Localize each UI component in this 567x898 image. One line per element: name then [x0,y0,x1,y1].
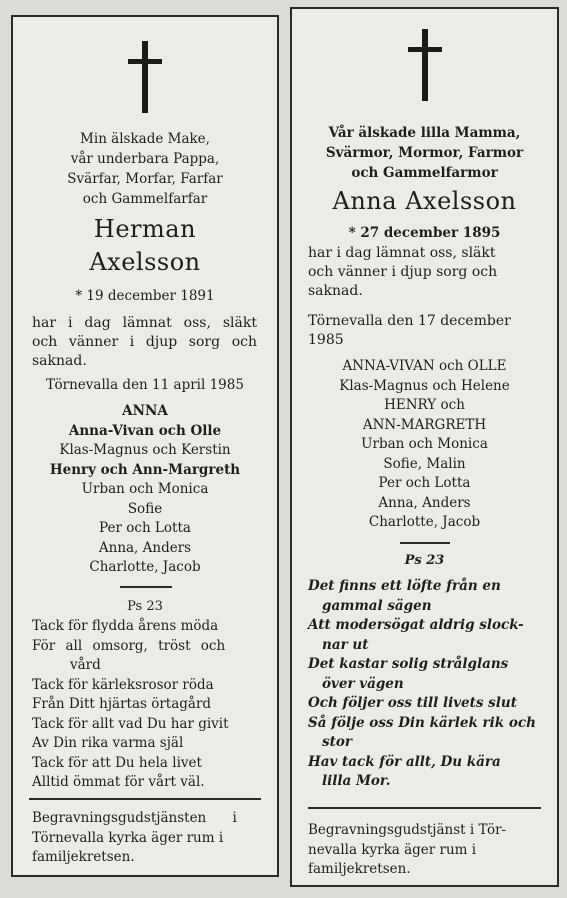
mourner: Anna, Anders [378,494,471,511]
poem-line: Alltid ömmat för vårt väl. [32,774,205,790]
mourner: Sofie, Malin [383,455,466,472]
poem-line: lilla Mor. [322,773,391,789]
poem-line: Tack för flydda årens möda [32,618,219,634]
mourner: Anna, Anders [98,539,192,556]
footer-line: nevalla kyrka äger rum i [308,841,477,858]
place-date: Törnevalla den 11 april 1985 [46,377,244,393]
poem-line: Tack för allt vad Du har givit [32,715,229,732]
psalm-title: Ps 23 [404,553,445,568]
poem-line: Det finns ett löfte från en [308,578,501,594]
poem-line: Så följe oss Din kärlek rik och [308,714,536,731]
place-date [308,312,539,350]
message-line: och vänner i djup sorg och [308,264,498,280]
poem-line: Av Din rika varma själ [32,735,184,751]
message-line: har i dag lämnat oss, släkt [32,315,257,331]
intro-line: Svärmor, Mormor, Farmor [325,145,524,161]
intro-text [13,129,277,209]
poem-line: vård [70,657,101,673]
intro-line: Min älskade Make, [80,131,210,147]
message-line: saknad. [32,353,87,369]
mourner: Anna-Vivan och Olle [68,422,222,439]
name-first: Herman [93,215,197,243]
place-date-line: Törnevalla den 17 december [308,313,511,329]
poem-line: För all omsorg, tröst och [32,637,226,654]
mourner: ANNA [122,403,168,419]
announcement-text [32,314,257,371]
mourner: Klas-Magnus och Helene [339,377,510,394]
mourner: ANNA-VIVAN och OLLE [342,358,507,374]
mourners-list [13,402,277,578]
mourner: Henry och Ann-Margreth [49,461,241,478]
poem [308,577,543,792]
divider [29,798,261,800]
birth-date: * 27 december 1895 [348,225,501,241]
message-line: och vänner i djup sorg och [32,334,257,350]
cross-icon [408,29,442,101]
obituary-notice-anna [290,7,559,887]
message-line: har i dag lämnat oss, släkt [308,245,496,261]
footer-line: familjekretsen. [308,861,411,877]
mourner: Per och Lotta [99,520,191,536]
footer-line: Begravningsgudstjänsten i [32,810,237,826]
funeral-info [308,821,543,880]
mourners-list [292,357,557,533]
divider [120,586,172,588]
poem-line: Hav tack för allt, Du kära [308,753,501,770]
divider [400,542,450,544]
poem-line: över vägen [322,675,404,692]
obituary-notice-herman [11,15,279,877]
mourner: Sofie [127,500,163,517]
poem-line: Tack för att Du hela livet [32,754,202,771]
poem [32,617,261,793]
cross-icon [128,41,162,113]
deceased-name: Anna Axelsson [332,187,517,215]
poem-line: Att modersögat aldrig slock- [308,617,524,633]
message-line: saknad. [308,283,363,299]
footer-line: familjekretsen. [32,849,135,865]
mourner: Charlotte, Jacob [368,514,481,530]
mourner: HENRY och [384,397,465,413]
mourner: ANN-MARGRETH [362,416,487,433]
footer-line: Törnevalla kyrka äger rum i [32,829,224,846]
mourner: Urban och Monica [81,481,209,497]
mourner: Per och Lotta [378,475,471,491]
announcement-text [308,244,539,301]
mourner: Charlotte, Jacob [89,559,201,575]
place-date-line: 1985 [308,332,344,348]
divider [308,807,541,809]
poem-line: Och följer oss till livets slut [308,695,517,711]
birth-date: * 19 december 1891 [75,288,215,304]
intro-line: och Gammelfarfar [82,191,208,207]
funeral-info [32,809,261,868]
poem-line: nar ut [322,636,369,653]
poem-line: Tack för kärleksrosor röda [32,676,214,693]
mourner: Urban och Monica [361,436,488,452]
footer-line: Begravningsgudstjänst i Tör- [308,822,507,838]
intro-line: Svärfar, Morfar, Farfar [67,171,223,187]
intro-line: och Gammelfarmor [351,165,498,181]
poem-line: Från Ditt hjärtas örtagård [32,696,212,712]
name-last: Axelsson [89,248,201,276]
intro-line: Vår älskade lilla Mamma, [328,125,521,141]
poem-line: stor [322,734,352,750]
mourner: Klas-Magnus och Kerstin [59,442,231,458]
deceased-name [13,213,277,279]
poem-line: gammal sägen [322,597,432,614]
poem-line: Det kastar solig strålglans [308,656,509,672]
psalm-title: Ps 23 [127,599,163,614]
intro-text [292,123,557,183]
intro-line: vår underbara Pappa, [70,151,220,167]
